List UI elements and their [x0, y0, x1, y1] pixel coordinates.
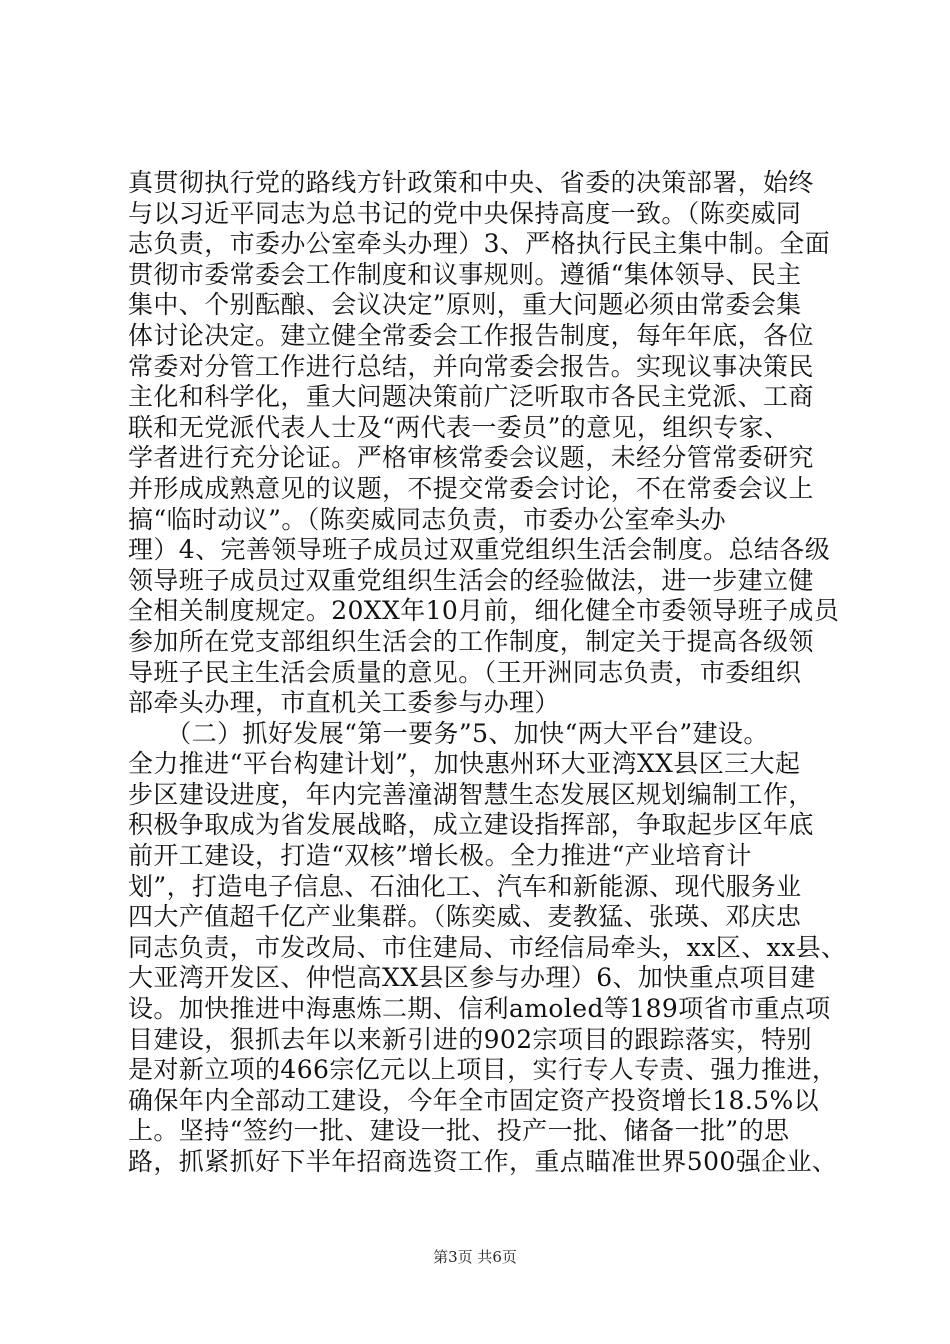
text-line: 领导班子成员过双重党组织生活会的经验做法，进一步建立健 — [128, 565, 814, 595]
text-line: 常委对分管工作进行总结，并向常委会报告。实现议事决策民 — [128, 351, 814, 381]
text-line: 志负责，市委办公室牵头办理）3、严格执行民主集中制。全面 — [128, 229, 831, 259]
text-line: 真贯彻执行党的路线方针政策和中央、省委的决策部署，始终 — [128, 168, 814, 197]
text-line: 目建设，狠抓去年以来新引进的902宗项目的跟踪落实，特别 — [128, 1024, 812, 1054]
text-line: 大亚湾开发区、仲恺高XX县区参与办理）6、加快重点项目建 — [128, 963, 816, 993]
text-line: 部牵头办理，市直机关工委参与办理） — [128, 688, 560, 718]
text-line: 主化和科学化，重大问题决策前广泛听取市各民主党派、工商 — [128, 382, 814, 412]
text-line: 全相关制度规定。20XX年10月前，细化健全市委领导班子成员 — [128, 596, 840, 626]
text-line: 联和无党派代表人士及“两代表一委员”的意见，组织专家、 — [128, 412, 790, 442]
text-line: 前开工建设，打造“双核”增长极。全力推进“产业培育计 — [128, 841, 752, 871]
text-line: 积极争取成为省发展战略，成立建设指挥部，争取起步区年底 — [128, 810, 814, 840]
text-line: 参加所在党支部组织生活会的工作制度，制定关于提高各级领 — [128, 626, 814, 656]
text-line: 体讨论决定。建立健全常委会工作报告制度，每年年底，各位 — [128, 320, 814, 350]
text-line: 设。加快推进中海惠炼二期、信利amoled等189项省市重点项 — [128, 994, 831, 1024]
text-line: 路，抓紧抓好下半年招商选资工作，重点瞄准世界500强企业、 — [128, 1147, 838, 1176]
page-footer: 第3页 共6页 — [433, 1248, 517, 1266]
text-line: 确保年内全部动工建设，今年全市固定资产投资增长18.5%以 — [128, 1085, 820, 1115]
text-line: 集中、个别酝酿、会议决定”原则，重大问题必须由常委会集 — [128, 290, 802, 320]
text-line: （二）抓好发展“第一要务”5、加快“两大平台”建设。 — [128, 718, 769, 748]
text-line: 上。坚持“签约一批、建设一批、投产一批、储备一批”的思 — [128, 1116, 790, 1146]
text-line: 是对新立项的466宗亿元以上项目，实行专人专责、强力推进， — [128, 1055, 838, 1085]
text-line: 理）4、完善领导班子成员过双重党组织生活会制度。总结各级 — [128, 535, 831, 565]
text-line: 学者进行充分论证。严格审核常委会议题，未经分管常委研究 — [128, 443, 814, 473]
text-line: 与以习近平同志为总书记的党中央保持高度一致。（陈奕威同 — [128, 198, 802, 228]
text-line: 同志负责，市发改局、市住建局、市经信局牵头，xx区、xx县、 — [128, 932, 847, 962]
text-line: 划”，打造电子信息、石油化工、汽车和新能源、现代服务业 — [128, 871, 802, 901]
text-line: 四大产值超千亿产业集群。（陈奕威、麦教猛、张瑛、邓庆忠 — [128, 902, 802, 932]
text-line: 导班子民主生活会质量的意见。（王开洲同志负责，市委组织 — [128, 657, 802, 687]
body-text — [128, 168, 868, 1178]
text-line: 步区建设进度，年内完善潼湖智慧生态发展区规划编制工作， — [128, 779, 814, 809]
text-line: 并形成成熟意见的议题，不提交常委会讨论，不在常委会议上 — [128, 473, 814, 503]
text-line: 全力推进“平台构建计划”，加快惠州环大亚湾XX县区三大起 — [128, 749, 801, 779]
text-line: 贯彻市委常委会工作制度和议事规则。遵循“集体领导、民主 — [128, 259, 802, 289]
text-line: 搞“临时动议”。（陈奕威同志负责，市委办公室牵头办 — [128, 504, 727, 534]
